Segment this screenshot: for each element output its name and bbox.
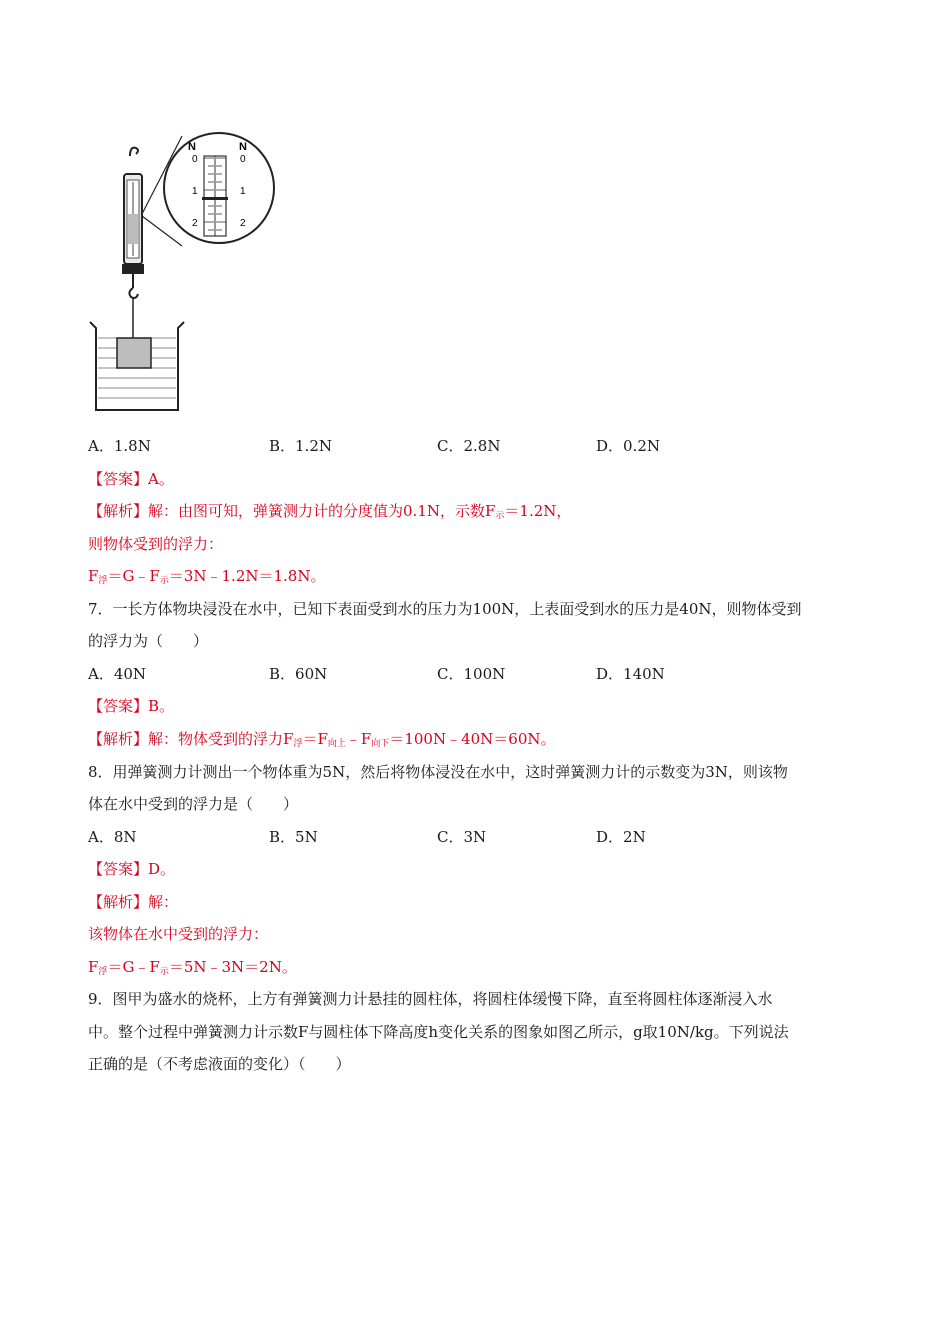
q7-option-c: C．100N: [437, 665, 506, 683]
eq-part: ﹣F: [345, 730, 372, 748]
analysis-tail: ＝1.2N，: [504, 502, 572, 520]
tick-1-left: 1: [192, 186, 198, 197]
q6-analysis: [88, 501, 571, 526]
q9-stem-line2: 中。整个过程中弹簧测力计示数F与圆柱体下降高度h变化关系的图象如图乙所示，g取10N/kg。下列说法: [88, 1023, 789, 1041]
q6-option-a: A．1.8N: [88, 437, 151, 455]
q7-option-d: D．140N: [596, 665, 665, 683]
subscript: 示: [159, 576, 169, 586]
analysis-label: 【解析】: [88, 730, 149, 748]
q8-option-b: B．5N: [269, 828, 318, 846]
analysis-label: 【解析】: [88, 502, 149, 520]
q6-answer: 【答案】A。: [88, 470, 174, 488]
subscript: 示: [495, 511, 505, 521]
q6-equation: [88, 566, 325, 591]
subscript: 浮: [98, 576, 108, 586]
subscript: 浮: [293, 739, 303, 749]
q7-option-b: B．60N: [269, 665, 328, 683]
analysis-text: 解：由图可知，弹簧测力计的分度值为0.1N，示数F: [148, 502, 496, 520]
unit-label-right: N: [239, 141, 247, 153]
eq-tail: ＝5N﹣3N＝2N。: [168, 958, 297, 976]
eq-part: ＝F: [302, 730, 328, 748]
unit-label-left: N: [188, 141, 196, 153]
q6-option-b: B．1.2N: [269, 437, 333, 455]
q8-stem-line2: 体在水中受到的浮力是（ ）: [88, 795, 299, 813]
tick-2-right: 2: [240, 218, 246, 229]
q8-equation: [88, 957, 297, 982]
subscript: 向上: [327, 739, 346, 749]
q6-option-d: D．0.2N: [596, 437, 661, 455]
q8-analysis-line2: 该物体在水中受到的浮力：: [88, 925, 269, 943]
q8-option-d: D．2N: [596, 828, 646, 846]
q7-stem-line1: 7．一长方体物块浸没在水中，已知下表面受到水的压力为100N，上表面受到水的压力是40N，则物体受到: [88, 600, 802, 618]
eq-tail: ＝100N﹣40N＝60N。: [389, 730, 556, 748]
eq-symbol: F: [88, 958, 99, 976]
tick-0-right: 0: [240, 154, 246, 165]
q8-stem-line1: 8．用弹簧测力计测出一个物体重为5N，然后将物体浸没在水中，这时弹簧测力计的示数变为3N，则该物: [88, 763, 788, 781]
q8-analysis: 【解析】解：: [88, 893, 179, 911]
q8-option-a: A．8N: [88, 828, 137, 846]
eq-tail: ＝3N﹣1.2N＝1.8N。: [168, 567, 326, 585]
spring-scale-figure: [84, 116, 284, 416]
q9-stem-line1: 9．图甲为盛水的烧杯，上方有弹簧测力计悬挂的圆柱体，将圆柱体缓慢下降，直至将圆柱体逐渐浸入水: [88, 990, 773, 1008]
q6-analysis-line2: 则物体受到的浮力：: [88, 535, 224, 553]
q7-stem-line2: 的浮力为（ ）: [88, 632, 209, 650]
eq-symbol: F: [88, 567, 99, 585]
tick-2-left: 2: [192, 218, 198, 229]
q8-answer: 【答案】D。: [88, 860, 176, 878]
q6-option-c: C．2.8N: [437, 437, 501, 455]
subscript: 向下: [371, 739, 390, 749]
tick-1-right: 1: [240, 186, 246, 197]
eq-mid: ＝G﹣F: [107, 958, 160, 976]
eq-mid: ＝G﹣F: [107, 567, 160, 585]
subscript: 浮: [98, 967, 108, 977]
q8-option-c: C．3N: [437, 828, 487, 846]
q7-answer: 【答案】B。: [88, 697, 175, 715]
analysis-text: 解：物体受到的浮力F: [148, 730, 294, 748]
subscript: 示: [159, 967, 169, 977]
tick-0-left: 0: [192, 154, 198, 165]
q9-stem-line3: 正确的是（不考虑液面的变化）（ ）: [88, 1055, 351, 1073]
q7-analysis: [88, 729, 556, 754]
q7-option-a: A．40N: [88, 665, 147, 683]
